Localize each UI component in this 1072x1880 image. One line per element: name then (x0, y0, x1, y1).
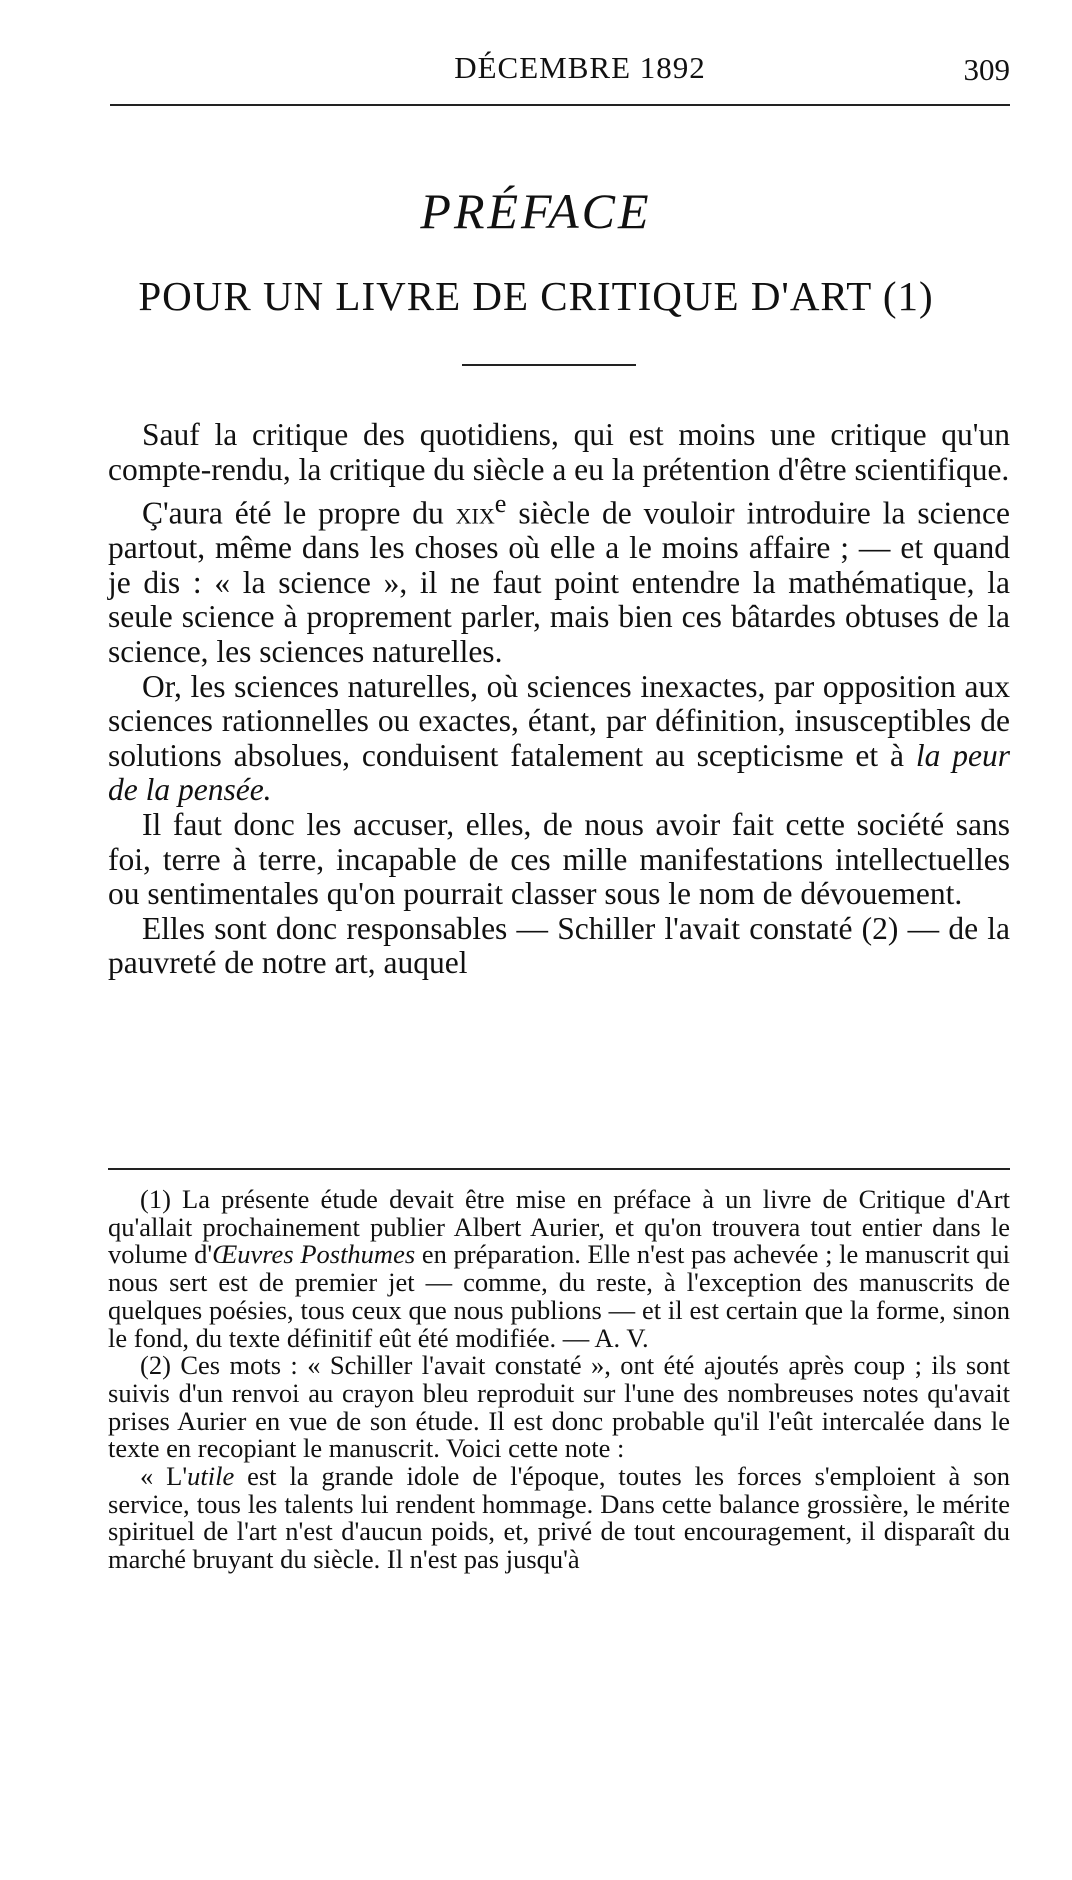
footnote-2-quote-start: « L' (140, 1461, 188, 1492)
paragraph-2 (108, 487, 1010, 669)
footnote-1-start: (1) La présente étude devait être mise en préface à un livre de Critique d'Art qu'allait prochainement publier Albert Aurier, et qu'on trouvera tout entier dans le volume d' (108, 1184, 1010, 1270)
paragraph-2-start: Ç'aura été le propre du (142, 495, 456, 531)
paragraph-3-emphasis: la peur de la pensée. (108, 737, 1011, 808)
century-numeral: xix (455, 495, 495, 531)
footnote-2-quote (108, 1463, 1010, 1574)
footnote-1 (108, 1186, 1010, 1352)
running-head (110, 48, 1010, 106)
paragraph-4: Il faut donc les accuser, elles, de nous avoir fait cette société sans foi, terre à terre, incapable de ces mille manifestations intellectuelles ou sentimentales qu'on pourrait classer sous le nom de dévouement. (108, 807, 1010, 912)
footnotes (108, 1186, 1010, 1574)
paragraph-1: Sauf la critique des quotidiens, qui est moins une critique qu'un compte-rendu, la critique du siècle a eu la prétention d'être scientifique. (108, 417, 1010, 487)
chapter-subtitle: POUR UN LIVRE DE CRITIQUE D'ART (1) (138, 273, 934, 319)
page-number: 309 (963, 52, 1010, 87)
footnote-1-rest: en préparation. Elle n'est pas achevée ; le manuscrit qui nous sert est de premier jet — comme, du reste, à l'exception des manuscrits de quelques poésies, tous ceux que nous publions — et il est certain que la forme, sinon le fond, du texte définitif eût été modifiée. — A. V. (108, 1239, 1010, 1353)
paragraph-3 (108, 670, 1010, 808)
paragraph-3-start: Or, les sciences naturelles, où sciences inexactes, par opposition aux sciences rationnelles ou exactes, étant, par définition, insusceptibles de solutions absolues, conduisent fatalement au scepticisme et à (108, 668, 1010, 773)
paragraph-5: Elles sont donc responsables — Schiller l'avait constaté (2) — de la pauvreté de notre art, auquel (108, 910, 1010, 981)
title-divider (462, 364, 636, 366)
chapter-title: PRÉFACE (420, 183, 652, 239)
paragraph-2-rest: siècle de vouloir introduire la science partout, même dans les choses où elle a le moins affaire ; — et quand je dis : « la science », il ne faut point entendre la mathématique, la seule science à proprement parler, mais bien ces bâtardes obtuses de la science, les sciences naturelles. (108, 495, 1010, 670)
footnote-1-emphasis: Œuvres Posthumes (212, 1239, 416, 1270)
footnote-divider (108, 1168, 1010, 1170)
running-head-title: DÉCEMBRE 1892 (454, 50, 706, 85)
footnote-2: (2) Ces mots : « Schiller l'avait constaté », ont été ajoutés après coup ; ils sont suivis d'un renvoi au crayon bleu reproduit sur l'une des nombreuses notes qu'avait prises Aurier en vue de son étude. Il est donc probable qu'il l'eût intercalée dans le texte en recopiant le manuscrit. Voici cette note : (108, 1350, 1010, 1464)
century-superscript: e (494, 489, 507, 519)
body-text (108, 418, 1010, 981)
footnote-2-quote-emphasis: utile (187, 1461, 235, 1492)
footnote-2-quote-rest: est la grande idole de l'époque, toutes les forces s'emploient à son service, tous les talents lui rendent hommage. Dans cette balance grossière, le mérite spirituel de l'art n'est d'aucun poids, et, privé de tout encouragement, il disparaît du marché bruyant du siècle. Il n'est pas jusqu'à (108, 1461, 1010, 1575)
